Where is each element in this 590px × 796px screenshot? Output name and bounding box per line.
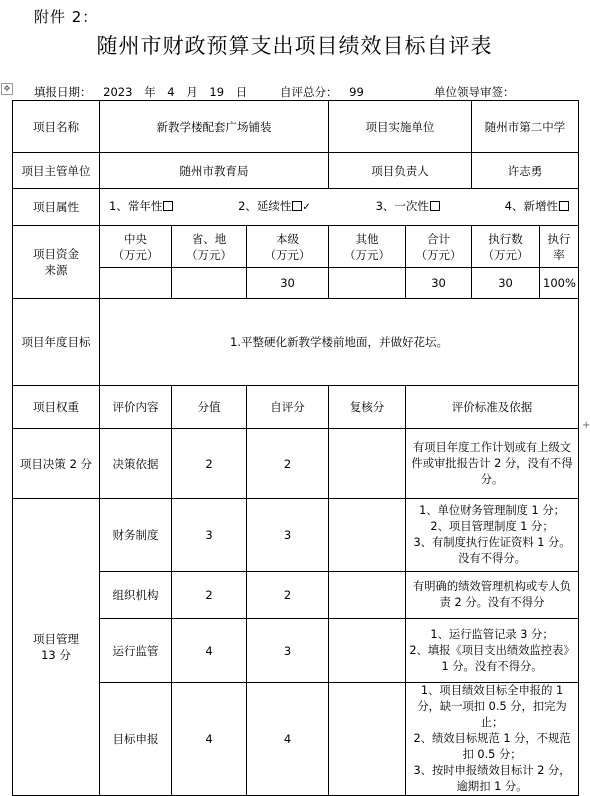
mgmt-score-finance: 3 bbox=[172, 499, 247, 572]
header-self-score: 自评分 bbox=[247, 386, 329, 429]
header-criteria: 评价标准及依据 bbox=[406, 386, 579, 429]
decision-content: 决策依据 bbox=[100, 429, 172, 499]
mgmt-self-score-finance: 3 bbox=[247, 499, 329, 572]
day-unit: 日 bbox=[235, 85, 248, 99]
mgmt-content-supervision: 运行监管 bbox=[100, 619, 172, 683]
attribute-option-new[interactable]: 4、新增性 bbox=[505, 198, 569, 216]
mgmt-score-organization: 2 bbox=[172, 572, 247, 619]
page-title: 随州市财政预算支出项目绩效目标自评表 bbox=[96, 34, 493, 58]
mgmt-score-supervision: 4 bbox=[172, 619, 247, 683]
mgmt-review-score-finance bbox=[329, 499, 406, 572]
table-move-handle-icon[interactable]: ✥ bbox=[1, 83, 13, 95]
supervisor-label: 项目主管单位 bbox=[13, 153, 100, 189]
checkbox-icon[interactable] bbox=[292, 201, 302, 211]
funding-header-rate: 执行 率 bbox=[540, 226, 579, 268]
total-score-value: 99 bbox=[349, 85, 364, 99]
checkbox-icon[interactable] bbox=[430, 201, 440, 211]
mgmt-content-organization: 组织机构 bbox=[100, 572, 172, 619]
mgmt-criteria-finance: 1、单位财务管理制度 1 分； 2、项目管理制度 1 分； 3、有制度执行佐证资料 1 分。没有不得分。 bbox=[406, 499, 579, 572]
management-weight: 项目管理 13 分 bbox=[13, 499, 100, 796]
row-decision bbox=[13, 429, 579, 499]
funding-header-executed: 执行数 （万元） bbox=[472, 226, 540, 268]
funding-value-local: 30 bbox=[247, 268, 329, 299]
mgmt-review-score-target bbox=[329, 683, 406, 796]
funding-header-central: 中央 （万元） bbox=[100, 226, 172, 268]
mgmt-criteria-organization: 有明确的绩效管理机构或专人负责 2 分。没有不得分 bbox=[406, 572, 579, 619]
impl-unit-label: 项目实施单位 bbox=[329, 101, 472, 153]
attribute-option-onetime[interactable]: 3、一次性 bbox=[376, 198, 440, 216]
page-edge-marker-icon: + bbox=[582, 420, 590, 431]
funding-source-label: 项目资金 来源 bbox=[13, 226, 100, 299]
mgmt-review-score-supervision bbox=[329, 619, 406, 683]
project-name-label: 项目名称 bbox=[13, 101, 100, 153]
row-mgmt-finance bbox=[13, 499, 579, 572]
row-supervisor bbox=[13, 153, 579, 189]
row-attributes bbox=[13, 189, 579, 226]
header-content: 评价内容 bbox=[100, 386, 172, 429]
header-weight: 项目权重 bbox=[13, 386, 100, 429]
attribute-option-continuing[interactable]: 2、延续性 ✓ bbox=[238, 199, 311, 213]
attribute-label: 项目属性 bbox=[13, 189, 100, 226]
total-score-label: 自评总分： bbox=[280, 85, 338, 99]
fill-day: 19 bbox=[209, 85, 225, 99]
mgmt-criteria-supervision: 1、运行监管记录 3 分； 2、填报《项目支出绩效监控表》1 分。没有不得分。 bbox=[406, 619, 579, 683]
mgmt-score-target: 4 bbox=[172, 683, 247, 796]
row-eval-headers bbox=[13, 386, 579, 429]
row-funding-headers bbox=[13, 226, 579, 268]
mgmt-self-score-target: 4 bbox=[247, 683, 329, 796]
attachment-label: 附件 2： bbox=[34, 8, 99, 26]
checkbox-icon[interactable] bbox=[559, 201, 569, 211]
funding-value-province bbox=[172, 268, 247, 299]
self-evaluation-table bbox=[12, 100, 579, 796]
funding-value-other bbox=[329, 268, 406, 299]
project-name-value: 新教学楼配套广场铺装 bbox=[100, 101, 329, 153]
mgmt-self-score-organization: 2 bbox=[247, 572, 329, 619]
funding-value-central bbox=[100, 268, 172, 299]
header-review-score: 复核分 bbox=[329, 386, 406, 429]
manager-label: 项目负责人 bbox=[329, 153, 472, 189]
funding-value-rate: 100% bbox=[540, 268, 579, 299]
month-unit: 月 bbox=[186, 85, 198, 99]
leader-signature-label: 单位领导审签： bbox=[434, 85, 515, 99]
fill-month: 4 bbox=[167, 85, 175, 99]
year-unit: 年 bbox=[144, 85, 156, 99]
row-project-name bbox=[13, 101, 579, 153]
funding-value-executed: 30 bbox=[472, 268, 540, 299]
mgmt-criteria-target: 1、项目绩效目标全申报的 1 分，缺一项扣 0.5 分，扣完为止； 2、绩效目标规范 1 分，不规范扣 0.5 分； 3、按时申报绩效目标计 2 分，逾期扣 1 分。 bbox=[406, 683, 579, 796]
total-score bbox=[280, 84, 364, 100]
checkbox-icon[interactable] bbox=[163, 201, 173, 211]
mgmt-content-finance: 财务制度 bbox=[100, 499, 172, 572]
funding-header-other: 其他 （万元） bbox=[329, 226, 406, 268]
fill-year: 2023 bbox=[103, 85, 133, 99]
header-score: 分值 bbox=[172, 386, 247, 429]
annual-goal-text: 1.平整硬化新教学楼前地面，并做好花坛。 bbox=[100, 299, 579, 386]
fill-date-label: 填报日期： bbox=[34, 85, 92, 99]
funding-header-local: 本级 （万元） bbox=[247, 226, 329, 268]
funding-header-total: 合计 （万元） bbox=[406, 226, 472, 268]
fill-date bbox=[34, 84, 247, 100]
supervisor-value: 随州市教育局 bbox=[100, 153, 329, 189]
impl-unit-value: 随州市第二中学 bbox=[472, 101, 579, 153]
decision-weight: 项目决策 2 分 bbox=[13, 429, 100, 499]
funding-header-province: 省、地 （万元） bbox=[172, 226, 247, 268]
decision-criteria: 有项目年度工作计划或有上级文件或审批报告计 2 分，没有不得分。 bbox=[406, 429, 579, 499]
funding-value-total: 30 bbox=[406, 268, 472, 299]
annual-goal-label: 项目年度目标 bbox=[13, 299, 100, 386]
manager-value: 许志勇 bbox=[472, 153, 579, 189]
mgmt-review-score-organization bbox=[329, 572, 406, 619]
decision-self-score: 2 bbox=[247, 429, 329, 499]
attribute-options bbox=[100, 189, 579, 226]
attribute-option-annual[interactable]: 1、常年性 bbox=[109, 198, 173, 216]
decision-score: 2 bbox=[172, 429, 247, 499]
checkmark-icon: ✓ bbox=[302, 202, 311, 213]
decision-review-score bbox=[329, 429, 406, 499]
mgmt-self-score-supervision: 3 bbox=[247, 619, 329, 683]
mgmt-content-target: 目标申报 bbox=[100, 683, 172, 796]
row-annual-goal bbox=[13, 299, 579, 386]
